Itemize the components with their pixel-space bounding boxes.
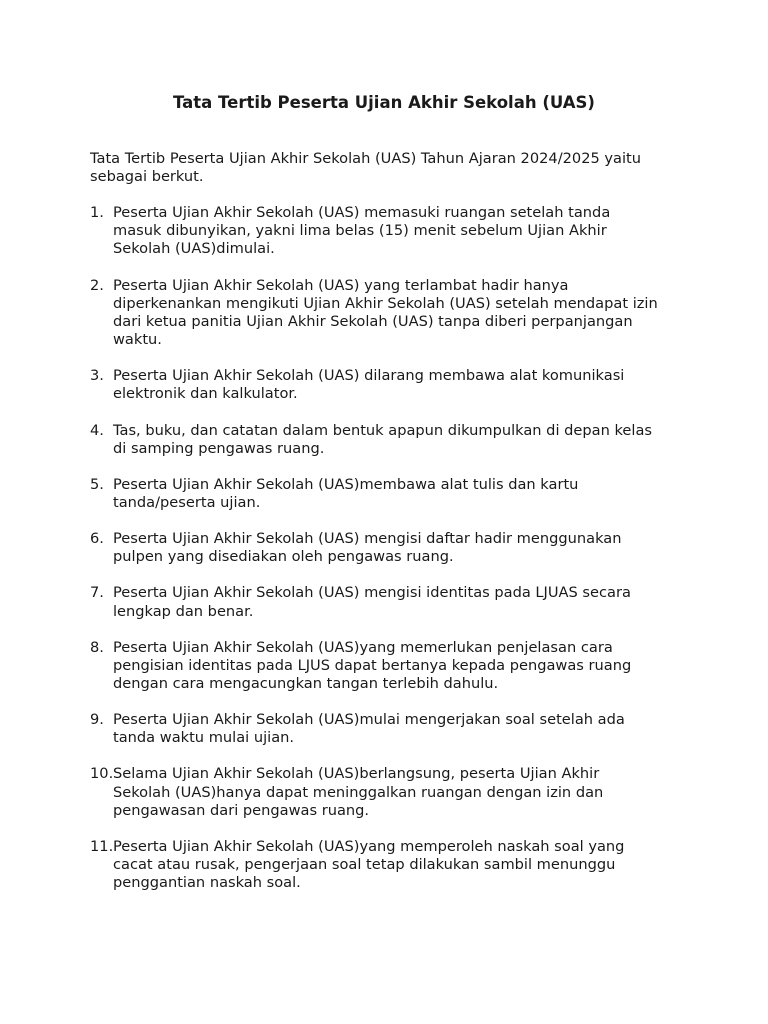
rule-text: Peserta Ujian Akhir Sekolah (UAS) yang terlambat hadir hanya diperkenankan mengikuti Ujian Akhir Sekolah (UAS) setelah mendapat izin dari ketua panitia Ujian Akhir Sekolah (UAS) tanpa diberi perpanjangan waktu. <box>113 276 658 349</box>
rule-item <box>90 476 690 512</box>
rule-number: 7. <box>90 584 104 602</box>
intro-paragraph: Tata Tertib Peserta Ujian Akhir Sekolah (UAS) Tahun Ajaran 2024/2025 yaitu sebagai berkut. <box>90 150 642 186</box>
rule-number: 4. <box>90 421 104 439</box>
rule-number: 5. <box>90 475 104 493</box>
rule-text: Peserta Ujian Akhir Sekolah (UAS)membawa alat tulis dan kartu tanda/peserta ujian. <box>113 475 579 511</box>
rule-item <box>90 584 690 620</box>
rule-text: Peserta Ujian Akhir Sekolah (UAS) mengisi daftar hadir menggunakan pulpen yang disediakan oleh pengawas ruang. <box>113 530 622 566</box>
rule-number: 8. <box>90 638 104 656</box>
rule-number: 6. <box>90 530 104 548</box>
rule-text: Peserta Ujian Akhir Sekolah (UAS) memasuki ruangan setelah tanda masuk dibunyikan, yakni lima belas (15) menit sebelum Ujian Akhir Sekolah (UAS)dimulai. <box>113 204 611 258</box>
rule-item <box>90 765 690 820</box>
rule-text: Peserta Ujian Akhir Sekolah (UAS)mulai mengerjakan soal setelah ada tanda waktu mulai ujian. <box>113 711 625 747</box>
rule-item <box>90 367 690 403</box>
rule-text: Peserta Ujian Akhir Sekolah (UAS)yang memperoleh naskah soal yang cacat atau rusak, pengerjaan soal tetap dilakukan sambil menunggu penggantian naskah soal. <box>113 837 625 892</box>
rule-number: 10. <box>90 765 114 783</box>
rule-number: 3. <box>90 367 104 385</box>
rule-text: Peserta Ujian Akhir Sekolah (UAS) mengisi identitas pada LJUAS secara lengkap dan benar. <box>113 584 631 620</box>
rule-item <box>90 277 690 350</box>
rule-text: Peserta Ujian Akhir Sekolah (UAS) dilarang membawa alat komunikasi elektronik dan kalkulator. <box>113 367 625 403</box>
rule-number: 11. <box>90 837 114 855</box>
document-title: Tata Tertib Peserta Ujian Akhir Sekolah (UAS) <box>173 93 595 112</box>
rule-text: Selama Ujian Akhir Sekolah (UAS)berlangsung, peserta Ujian Akhir Sekolah (UAS)hanya dapat meninggalkan ruangan dengan izin dan pengawasan dari pengawas ruang. <box>113 765 604 819</box>
rule-text: Tas, buku, dan catatan dalam bentuk apapun dikumpulkan di depan kelas di samping pengawas ruang. <box>113 421 652 457</box>
rule-item <box>90 639 690 694</box>
rules-list <box>90 204 690 910</box>
rule-number: 9. <box>90 711 104 729</box>
rule-item <box>90 422 690 458</box>
rule-item <box>90 711 690 747</box>
rule-text: Peserta Ujian Akhir Sekolah (UAS)yang memerlukan penjelasan cara pengisian identitas pada LJUS dapat bertanya kepada pengawas ruang dengan cara mengacungkan tangan terlebih dahulu. <box>113 638 632 693</box>
rule-item <box>90 530 690 566</box>
rule-number: 2. <box>90 276 104 294</box>
rule-item <box>90 204 690 259</box>
rule-item <box>90 838 690 893</box>
rule-number: 1. <box>90 204 104 221</box>
